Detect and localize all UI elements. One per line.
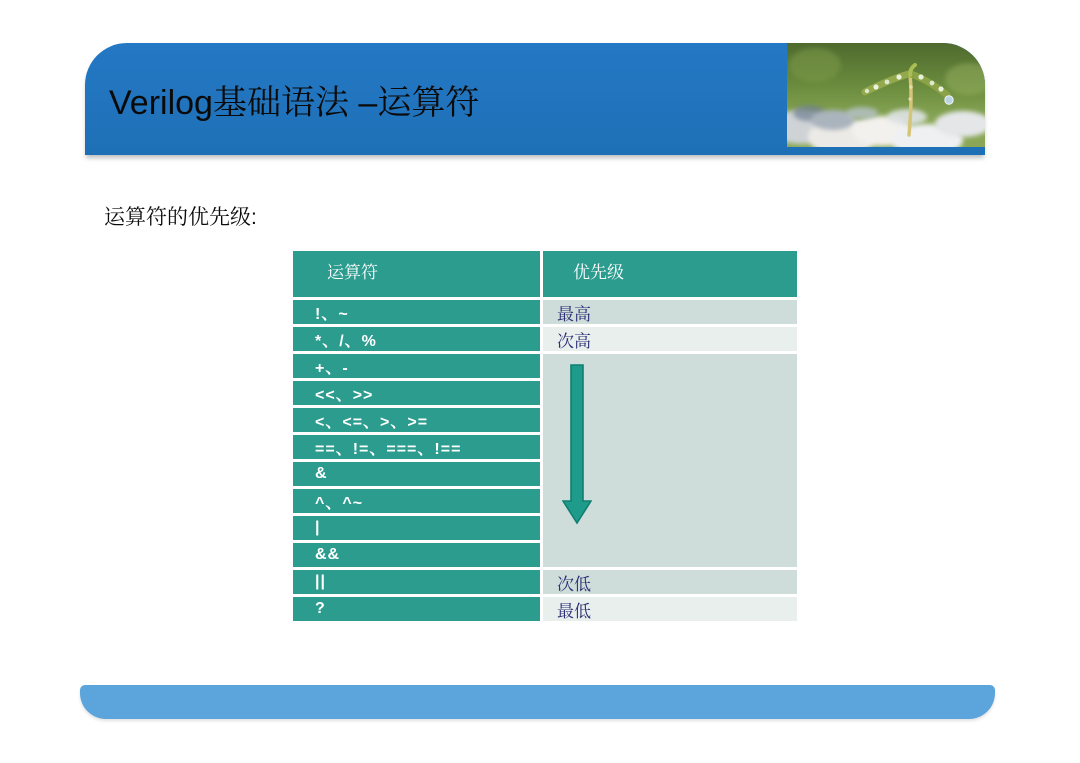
operator-cell: +、- — [293, 354, 540, 378]
operator-cell: ==、!=、===、!== — [293, 435, 540, 459]
operator-cell: || — [293, 570, 540, 594]
operator-cell: ? — [293, 597, 540, 621]
operator-cell: ^、^~ — [293, 489, 540, 513]
priority-cell-second-lowest: 次低 — [543, 570, 797, 594]
priority-cell-lowest: 最低 — [543, 597, 797, 621]
priority-cell-highest: 最高 — [543, 300, 797, 324]
priority-cell-second-highest: 次高 — [543, 327, 797, 351]
seedling-photo — [787, 43, 985, 147]
operator-cell: & — [293, 462, 540, 486]
slide-title: Verilog基础语法 –运算符 — [109, 83, 480, 122]
priority-merged-cell — [543, 354, 797, 567]
operator-cell: <、<=、>、>= — [293, 408, 540, 432]
down-arrow-icon — [562, 364, 592, 526]
operator-cell: && — [293, 543, 540, 567]
footer-bar — [80, 685, 995, 719]
column-header-operator: 运算符 — [293, 251, 540, 297]
operator-precedence-table — [293, 251, 797, 621]
operator-cell: <<、>> — [293, 381, 540, 405]
seedling-photo-illustration — [787, 43, 985, 147]
column-header-priority: 优先级 — [543, 251, 797, 297]
header-banner — [85, 43, 985, 155]
operator-cell: | — [293, 516, 540, 540]
operator-cell: !、~ — [293, 300, 540, 324]
operator-cell: *、/、% — [293, 327, 540, 351]
caption: 运算符的优先级: — [104, 206, 257, 229]
